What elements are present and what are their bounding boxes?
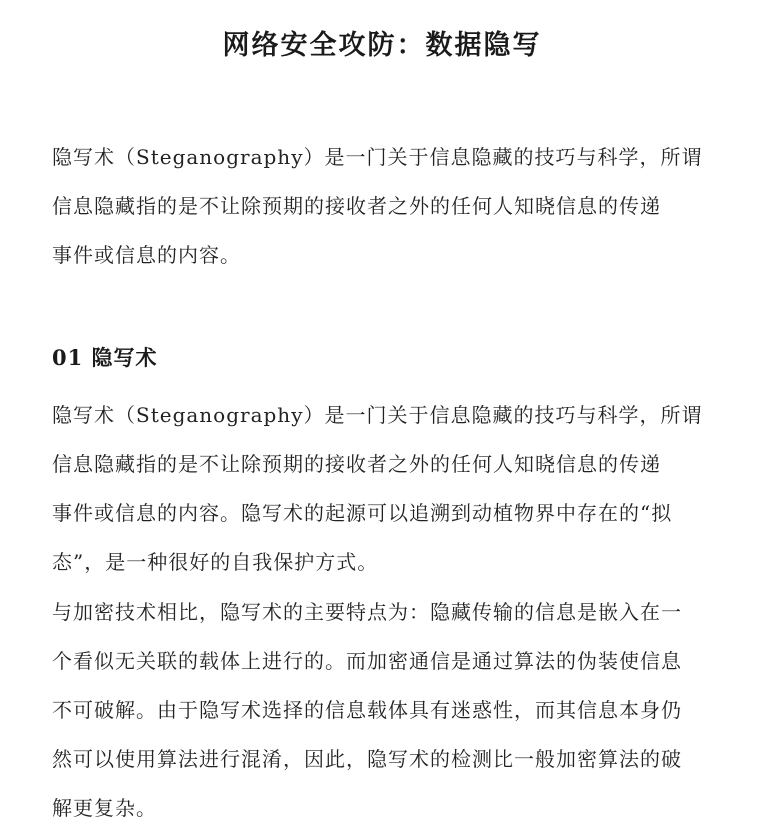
text-line: 解更复杂。 xyxy=(52,796,157,820)
text-line: 隐写术（Steganography）是一门关于信息隐藏的技巧与科学，所谓 xyxy=(52,145,703,169)
document-title: 网络安全攻防：数据隐写 xyxy=(222,30,542,61)
section-paragraph-1 xyxy=(52,391,712,587)
text-line: 然可以使用算法进行混淆，因此，隐写术的检测比一般加密算法的破 xyxy=(52,747,682,771)
text-line: 不可破解。由于隐写术选择的信息载体具有迷惑性，而其信息本身仍 xyxy=(52,698,682,722)
text-line: 个看似无关联的载体上进行的。而加密通信是通过算法的伪装使信息 xyxy=(52,649,682,673)
text-line: 隐写术（Steganography）是一门关于信息隐藏的技巧与科学，所谓 xyxy=(52,403,703,427)
text-line: 信息隐藏指的是不让除预期的接收者之外的任何人知晓信息的传递 xyxy=(52,452,661,476)
text-line: 事件或信息的内容。 xyxy=(52,243,241,267)
text-line: 信息隐藏指的是不让除预期的接收者之外的任何人知晓信息的传递 xyxy=(52,194,661,218)
intro-paragraph xyxy=(52,133,712,280)
section-paragraph-2 xyxy=(52,588,712,833)
section-heading: 01 隐写术 xyxy=(52,345,158,370)
text-line: 与加密技术相比，隐写术的主要特点为：隐藏传输的信息是嵌入在一 xyxy=(52,600,682,624)
text-line: 态”，是一种很好的自我保护方式。 xyxy=(52,550,379,574)
text-line: 事件或信息的内容。隐写术的起源可以追溯到动植物界中存在的“拟 xyxy=(52,501,673,525)
